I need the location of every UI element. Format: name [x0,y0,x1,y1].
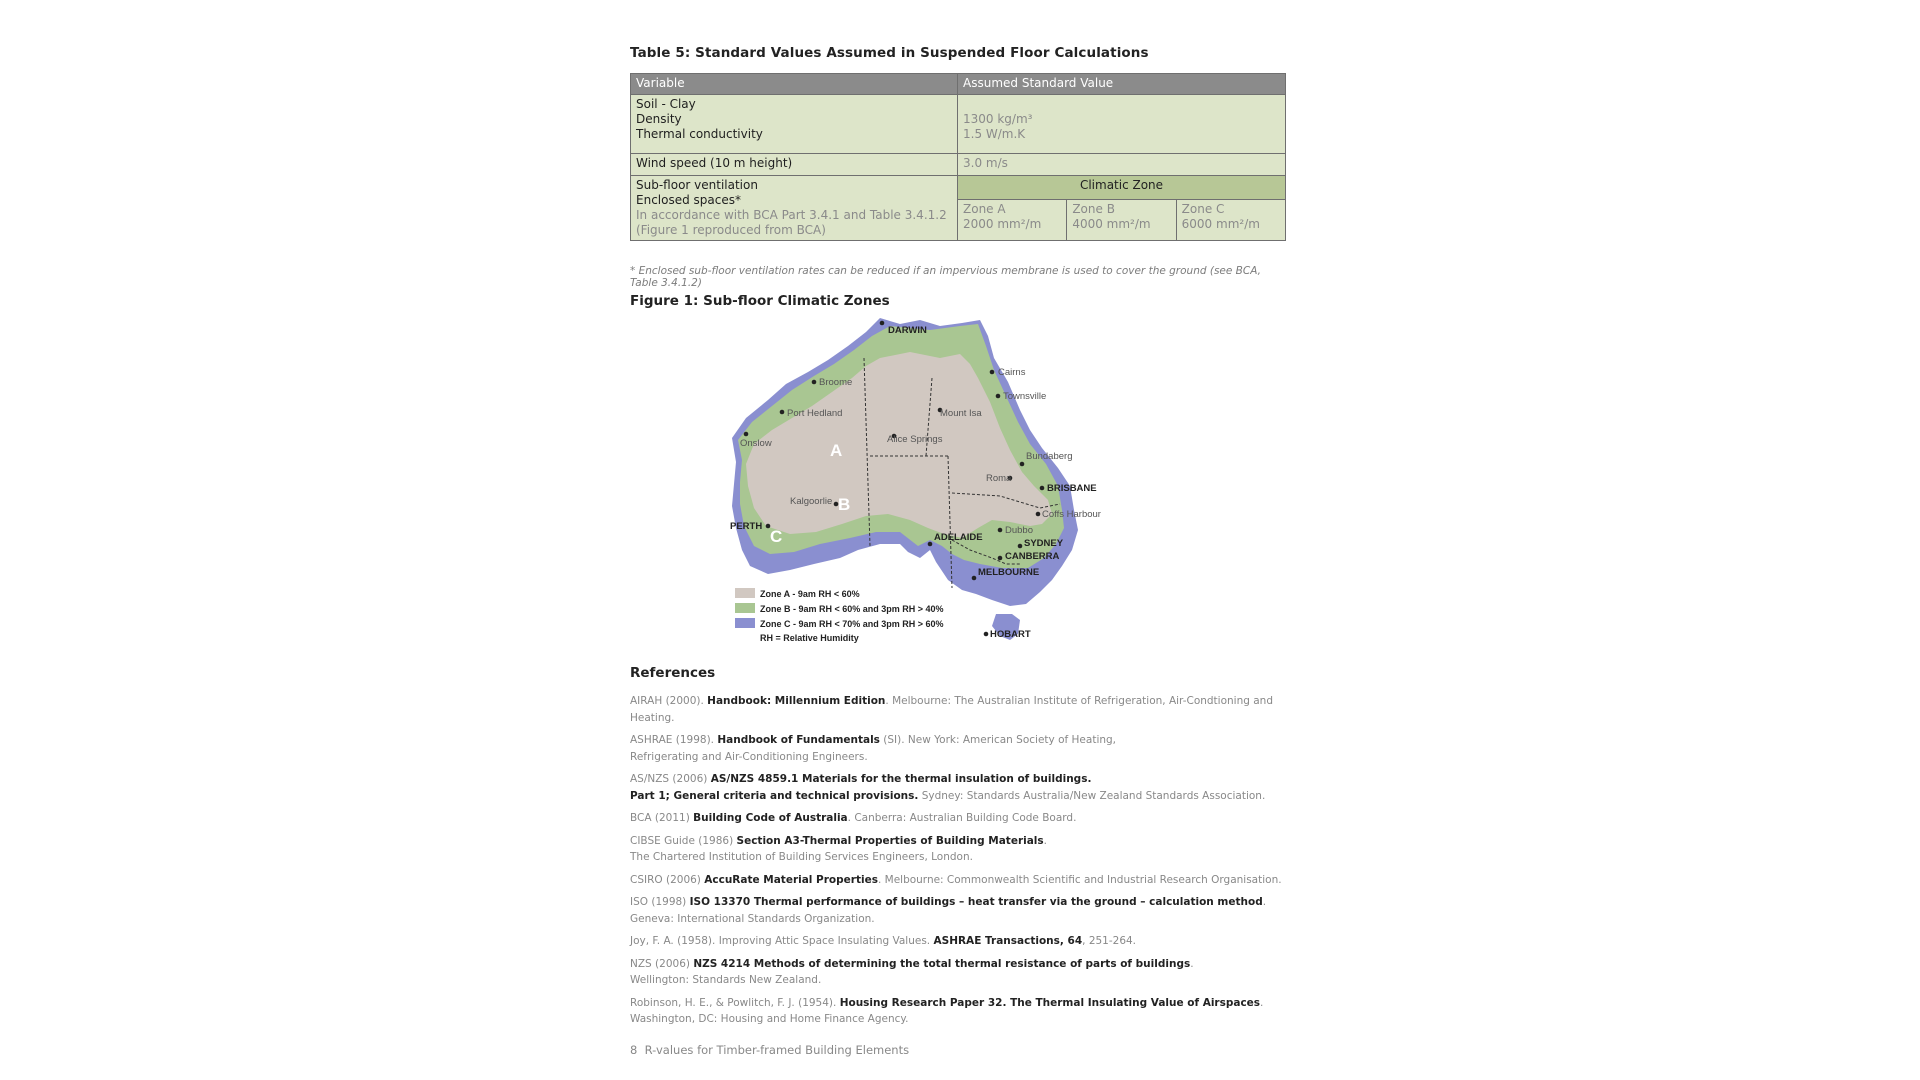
reference-item [630,771,1300,804]
subfloor-variable-cell [631,176,958,241]
soil-variable-cell [631,95,958,154]
document-page [630,0,1290,1080]
ref-text: Wellington: Standards New Zealand. [630,974,822,986]
ref-title: ISO 13370 Thermal performance of buildings – heat transfer via the ground – calculation method [689,896,1263,908]
zone-value: 2000 mm²/m [963,217,1042,231]
ref-text: CSIRO (2006) [630,873,705,886]
ref-text: BCA (2011) [630,812,694,824]
table-row-wind [631,154,1286,176]
ref-text: Sydney: Standards Australia/New Zealand Standards Association. [918,789,1266,802]
page-number: 8 [630,1043,638,1057]
soil-label: Soil - Clay [636,97,696,111]
zone-c-cell [1176,200,1285,241]
reference-item [630,872,1300,889]
conductivity-value: 1.5 W/m.K [963,127,1026,141]
zone-letter-c: C [770,527,783,546]
references-title: References [630,665,716,681]
table-header-row [631,74,1286,95]
reference-item [630,732,1300,765]
city-adelaide: ADELAIDE [934,532,983,543]
city-bundaberg: Bundaberg [1026,451,1073,462]
zone-b-cell [1067,200,1176,241]
zone-name: Zone C [1181,202,1225,216]
reference-item [630,693,1300,726]
city-cairns: Cairns [998,367,1026,378]
city-hobart: HOBART [990,629,1031,640]
figure-reference: (Figure 1 reproduced from BCA) [636,223,826,237]
table-footnote: * Enclosed sub-floor ventilation rates can be reduced if an impervious membrane is used to cover the ground (see BCA, Table 3.4.1.2) [630,265,1261,289]
conductivity-label: Thermal conductivity [636,127,763,141]
city-perth: PERTH [730,521,763,532]
city-coffs-harbour: Coffs Harbour [1042,509,1101,520]
ref-text: Geneva: International Standards Organization. [630,912,875,925]
city-dubbo: Dubbo [1005,525,1033,536]
ref-title: Handbook: Millennium Edition [707,695,886,707]
ref-title: Building Code of Australia [693,812,848,824]
header-assumed-value: Assumed Standard Value [958,74,1286,95]
standard-values-table [630,73,1286,241]
legend-swatch-b [735,603,755,613]
city-townsville: Townsville [1003,391,1047,402]
city-melbourne: MELBOURNE [978,567,1040,578]
legend-zone-a: Zone A - 9am RH < 60% [760,589,860,599]
bca-reference: In accordance with BCA Part 3.4.1 and Table 3.4.1.2 [636,208,947,222]
legend-zone-c: Zone C - 9am RH < 70% and 3pm RH > 60% [760,619,944,629]
ref-text: . [1262,896,1267,908]
wind-value: 3.0 m/s [963,156,1008,170]
ref-title: Handbook of Fundamentals [717,734,880,746]
reference-item [630,833,1300,866]
city-roma: Roma [986,473,1012,484]
ref-text: Robinson, H. E., & Powlitch, F. J. (1954). [630,996,840,1009]
ref-text: CIBSE Guide (1986) [630,834,737,847]
ref-text: , 251-264. [1082,935,1137,947]
ref-title: NZS 4214 Methods of determining the total thermal resistance of parts of buildings [693,957,1191,970]
zone-letter-b: B [838,495,851,514]
legend-swatch-c [735,618,755,628]
city-sydney: SYDNEY [1024,538,1064,549]
zone-name: Zone B [1072,202,1115,216]
legend-swatch-a [735,588,755,598]
table-title: Table 5: Standard Values Assumed in Suspended Floor Calculations [630,45,1149,61]
density-value: 1300 kg/m³ [963,112,1033,126]
ref-text: (SI). New York: American Society of Heating, [879,734,1117,746]
ref-text: . Canberra: Australian Building Code Board. [847,812,1077,824]
ref-text: The Chartered Institution of Building Services Engineers, London. [630,851,973,863]
wind-value-cell [958,154,1286,176]
ref-text: AIRAH (2000). [630,695,708,707]
climatic-zones-map [730,318,1210,648]
zone-value: 4000 mm²/m [1072,217,1151,231]
zone-a-cell [958,200,1067,241]
ref-text: Washington, DC: Housing and Home Finance Agency. [630,1013,909,1025]
ref-title: ASHRAE Transactions, 64 [933,935,1083,947]
document-title: R-values for Timber-framed Building Elements [644,1043,910,1057]
legend-rh: RH = Relative Humidity [760,633,859,643]
wind-label: Wind speed (10 m height) [636,156,793,170]
zone-name: Zone A [963,202,1006,216]
city-broome: Broome [819,377,853,388]
city-port-hedland: Port Hedland [787,408,843,419]
ref-text: ASHRAE (1998). [630,734,718,746]
city-mount-isa: Mount Isa [940,408,982,419]
reference-item [630,956,1300,989]
city-darwin: DARWIN [888,325,927,336]
references-list [630,693,1300,1034]
figure-title: Figure 1: Sub-floor Climatic Zones [630,293,890,309]
ref-text: ISO (1998) [630,896,690,908]
ref-title: AS/NZS 4859.1 Materials for the thermal insulation of buildings. [710,773,1092,785]
header-variable: Variable [631,74,958,95]
table-row-soil [631,95,1286,154]
ref-text: . Melbourne: The Australian Institute of Refrigeration, Air-Condtioning and Heating. [630,695,1274,724]
enclosed-label: Enclosed spaces* [636,193,741,207]
reference-item [630,995,1300,1028]
map-legend [735,588,944,643]
ref-text: . [1260,996,1264,1009]
city-kalgoorlie: Kalgoorlie [790,496,833,507]
climatic-zone-header: Climatic Zone [958,176,1286,200]
reference-item [630,933,1300,950]
ref-text: . [1190,957,1194,970]
table-row-subfloor [631,176,1286,200]
zone-value: 6000 mm²/m [1181,217,1260,231]
ref-title: AccuRate Material Properties [704,873,878,886]
reference-item [630,894,1300,927]
reference-item [630,810,1300,827]
density-label: Density [636,112,682,126]
subfloor-label: Sub-floor ventilation [636,178,758,192]
city-brisbane: BRISBANE [1047,483,1097,494]
ref-title: Part 1; General criteria and technical provisions. [630,789,919,802]
city-onslow: Onslow [740,438,772,449]
legend-zone-b: Zone B - 9am RH < 60% and 3pm RH > 40% [760,604,944,614]
ref-title: Housing Research Paper 32. The Thermal Insulating Value of Airspaces [839,996,1261,1009]
soil-value-cell [958,95,1286,154]
ref-text: . Melbourne: Commonwealth Scientific and Industrial Research Organisation. [877,873,1282,886]
ref-text: Joy, F. A. (1958). Improving Attic Space Insulating Values. [630,935,934,947]
ref-text: NZS (2006) [630,957,694,970]
city-alice-springs: Alice Springs [887,434,943,445]
ref-text: . [1043,834,1048,847]
ref-text: AS/NZS (2006) [630,773,711,785]
ref-title: Section A3-Thermal Properties of Building Materials [736,834,1044,847]
ref-text: Refrigerating and Air-Conditioning Engineers. [630,750,868,763]
wind-variable-cell [631,154,958,176]
zone-letter-a: A [830,441,843,460]
page-footer [630,1043,909,1057]
city-canberra: CANBERRA [1005,551,1060,562]
